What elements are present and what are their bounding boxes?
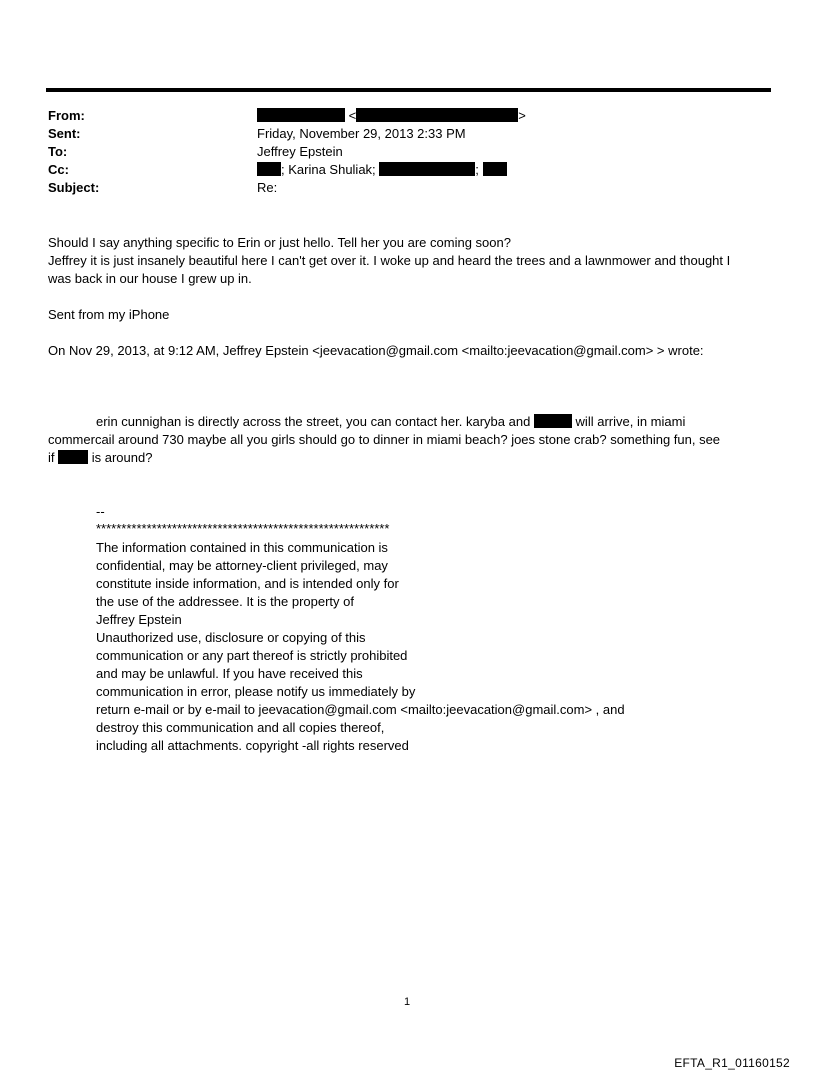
disclaimer-line: communication in error, please notify us immediately by: [96, 684, 416, 699]
quoted-line: [48, 449, 152, 467]
disclaimer-line: Unauthorized use, disclosure or copying of this: [96, 630, 366, 645]
disclaimer-line: communication or any part thereof is strictly prohibited: [96, 648, 408, 663]
disclaimer-line: and may be unlawful. If you have received this: [96, 666, 363, 681]
document-id: EFTA_R1_01160152: [674, 1056, 790, 1070]
to-label: To:: [48, 144, 68, 159]
disclaimer-line: Jeffrey Epstein: [96, 612, 182, 627]
cc-value: [257, 161, 507, 179]
redaction-box: [379, 162, 475, 176]
quoted-text: erin cunnighan is directly across the street, you can contact her. karyba and: [96, 414, 531, 429]
from-value: [257, 107, 526, 125]
subject-label: Subject:: [48, 180, 100, 195]
quoted-text: if: [48, 450, 55, 465]
disclaimer-stars: **********************************************************: [96, 521, 390, 536]
sent-value: Friday, November 29, 2013 2:33 PM: [257, 126, 466, 141]
body-line: Jeffrey it is just insanely beautiful here I can't get over it. I woke up and heard the trees and a lawnmower and thought I: [48, 253, 731, 268]
cc-label: Cc:: [48, 162, 69, 177]
from-label: From:: [48, 108, 85, 123]
quote-header: On Nov 29, 2013, at 9:12 AM, Jeffrey Epstein <jeevacation@gmail.com <mailto:jeevacation@gmail.com> > wrote:: [48, 343, 704, 358]
disclaimer-line: constitute inside information, and is intended only for: [96, 576, 399, 591]
header-rule: [46, 88, 771, 92]
quoted-line: commercail around 730 maybe all you girls should go to dinner in miami beach? joes stone crab? something fun, see: [48, 432, 721, 447]
quoted-line: [96, 413, 685, 431]
body-line: Should I say anything specific to Erin or just hello. Tell her you are coming soon?: [48, 235, 511, 250]
disclaimer-line: confidential, may be attorney-client privileged, may: [96, 558, 388, 573]
from-gt: >: [518, 108, 526, 123]
redaction-box: [483, 162, 507, 176]
disclaimer-line: The information contained in this communication is: [96, 540, 388, 555]
redaction-box: [257, 162, 281, 176]
cc-separator: ;: [475, 162, 479, 177]
sent-label: Sent:: [48, 126, 81, 141]
from-lt: <: [348, 108, 357, 123]
quoted-text: will arrive, in miami: [575, 414, 686, 429]
disclaimer-dash: --: [96, 504, 105, 519]
disclaimer-line: return e-mail or by e-mail to jeevacation@gmail.com <mailto:jeevacation@gmail.com> , and: [96, 702, 625, 717]
to-value: Jeffrey Epstein: [257, 144, 343, 159]
redaction-box: [257, 108, 345, 122]
disclaimer-line: destroy this communication and all copies thereof,: [96, 720, 385, 735]
quoted-text: is around?: [91, 450, 153, 465]
page-number: 1: [404, 996, 411, 1008]
disclaimer-line: including all attachments. copyright -all rights reserved: [96, 738, 409, 753]
subject-value: Re:: [257, 180, 278, 195]
redaction-box: [534, 414, 572, 428]
body-line: was back in our house I grew up in.: [48, 271, 252, 286]
redaction-box: [356, 108, 518, 122]
redaction-box: [58, 450, 88, 464]
cc-separator: ; Karina Shuliak;: [281, 162, 376, 177]
disclaimer-line: the use of the addressee. It is the property of: [96, 594, 354, 609]
signature: Sent from my iPhone: [48, 307, 170, 322]
